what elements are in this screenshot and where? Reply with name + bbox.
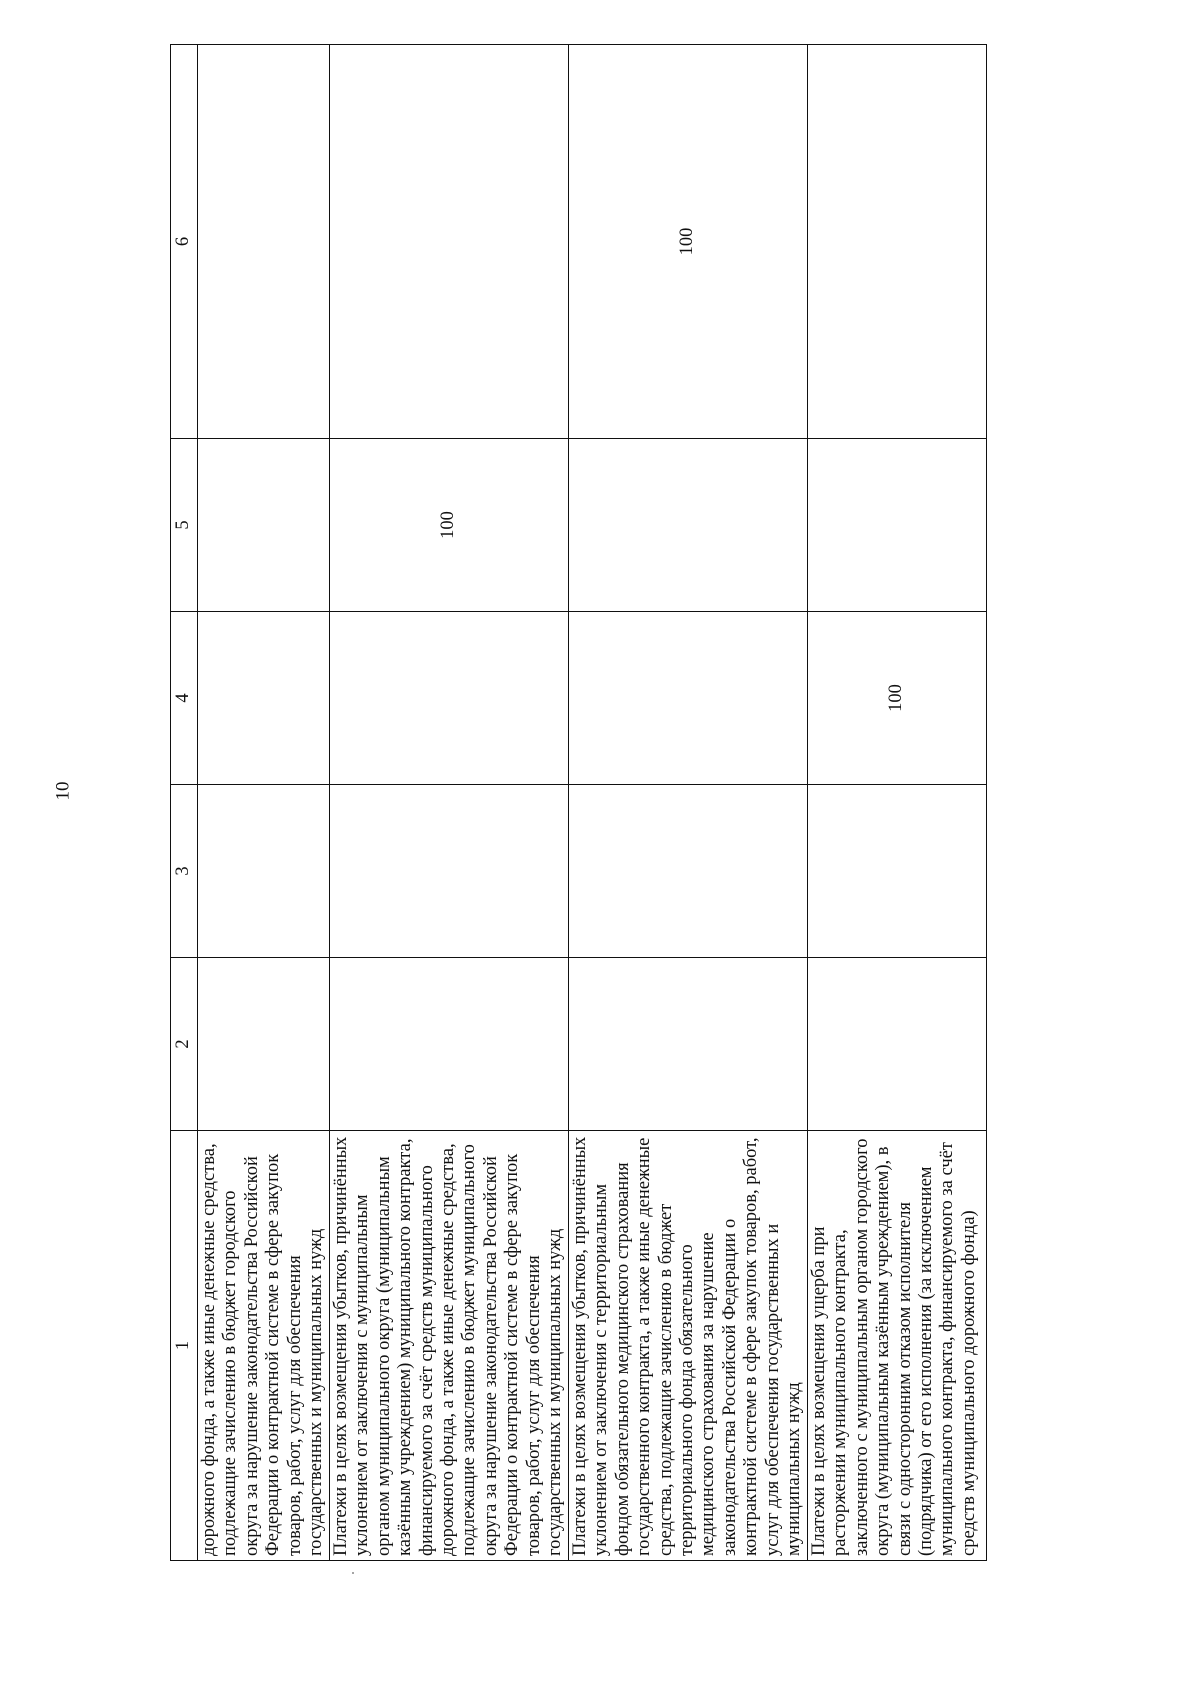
rotated-table-wrapper xyxy=(170,45,979,1561)
row-description: дорожного фонда, а также иные денежные средства, подлежащие зачислению в бюджет городского округа за нарушение законодательства Российской Федерации о контрактной системе в сфере закупок товаров, работ, услуг для обеспечения государственных и муниципальных нужд xyxy=(198,1131,330,1561)
page-number: 10 xyxy=(52,781,74,801)
row-value-col6 xyxy=(329,45,568,439)
row-value-col4 xyxy=(568,612,807,785)
row-value-col5 xyxy=(807,439,986,612)
row-value-col4 xyxy=(329,612,568,785)
row-value-col5 xyxy=(198,439,330,612)
row-value-col2 xyxy=(198,958,330,1131)
row-value-col3 xyxy=(329,785,568,958)
row-value-col6 xyxy=(807,45,986,439)
row-value-col6: 100 xyxy=(568,45,807,439)
payments-table xyxy=(170,44,987,1561)
column-header-2: 2 xyxy=(171,958,198,1131)
row-description: Платежи в целях возмещения ущерба при расторжении муниципального контракта, заключенного с муниципальным органом городского округа (муниципальным казённым учреждением), в связи с односторонним отказом исполнителя (подрядчика) от его исполнения (за исключением муниципального контракта, финансируемого за счёт средств муниципального дорожного фонда) xyxy=(807,1131,986,1561)
row-value-col4 xyxy=(198,612,330,785)
table-row xyxy=(568,45,807,1561)
row-value-col3 xyxy=(807,785,986,958)
scan-speck xyxy=(352,1572,354,1574)
column-header-1: 1 xyxy=(171,1131,198,1561)
row-value-col6 xyxy=(198,45,330,439)
row-value-col5: 100 xyxy=(329,439,568,612)
column-header-6: 6 xyxy=(171,45,198,439)
row-value-col4: 100 xyxy=(807,612,986,785)
row-value-col3 xyxy=(568,785,807,958)
table-row xyxy=(329,45,568,1561)
row-value-col2 xyxy=(568,958,807,1131)
table-row xyxy=(198,45,330,1561)
row-value-col2 xyxy=(807,958,986,1131)
row-value-col5 xyxy=(568,439,807,612)
column-header-5: 5 xyxy=(171,439,198,612)
column-header-4: 4 xyxy=(171,612,198,785)
row-description: Платежи в целях возмещения убытков, причинённых уклонением от заключения с муниципальным органом муниципального округа (муниципальным казённым учреждением) муниципального контракта, финансируемого за счёт средств муниципального дорожного фонда, а также иные денежные средства, подлежащие зачислению в бюджет муниципального округа за нарушение законодательства Российской Федерации о контрактной системе в сфере закупок товаров, работ, услуг для обеспечения государственных и муниципальных нужд xyxy=(329,1131,568,1561)
header-row xyxy=(171,45,198,1561)
row-value-col3 xyxy=(198,785,330,958)
row-description: Платежи в целях возмещения убытков, причинённых уклонением от заключения с территориальным фондом обязательного медицинского страхования государственного контракта, а также иные денежные средства, подлежащие зачислению в бюджет территориального фонда обязательного медицинского страхования за нарушение законодательства Российской Федерации о контрактной системе в сфере закупок товаров, работ, услуг для обеспечения государственных и муниципальных нужд xyxy=(568,1131,807,1561)
column-header-3: 3 xyxy=(171,785,198,958)
table-row xyxy=(807,45,986,1561)
row-value-col2 xyxy=(329,958,568,1131)
